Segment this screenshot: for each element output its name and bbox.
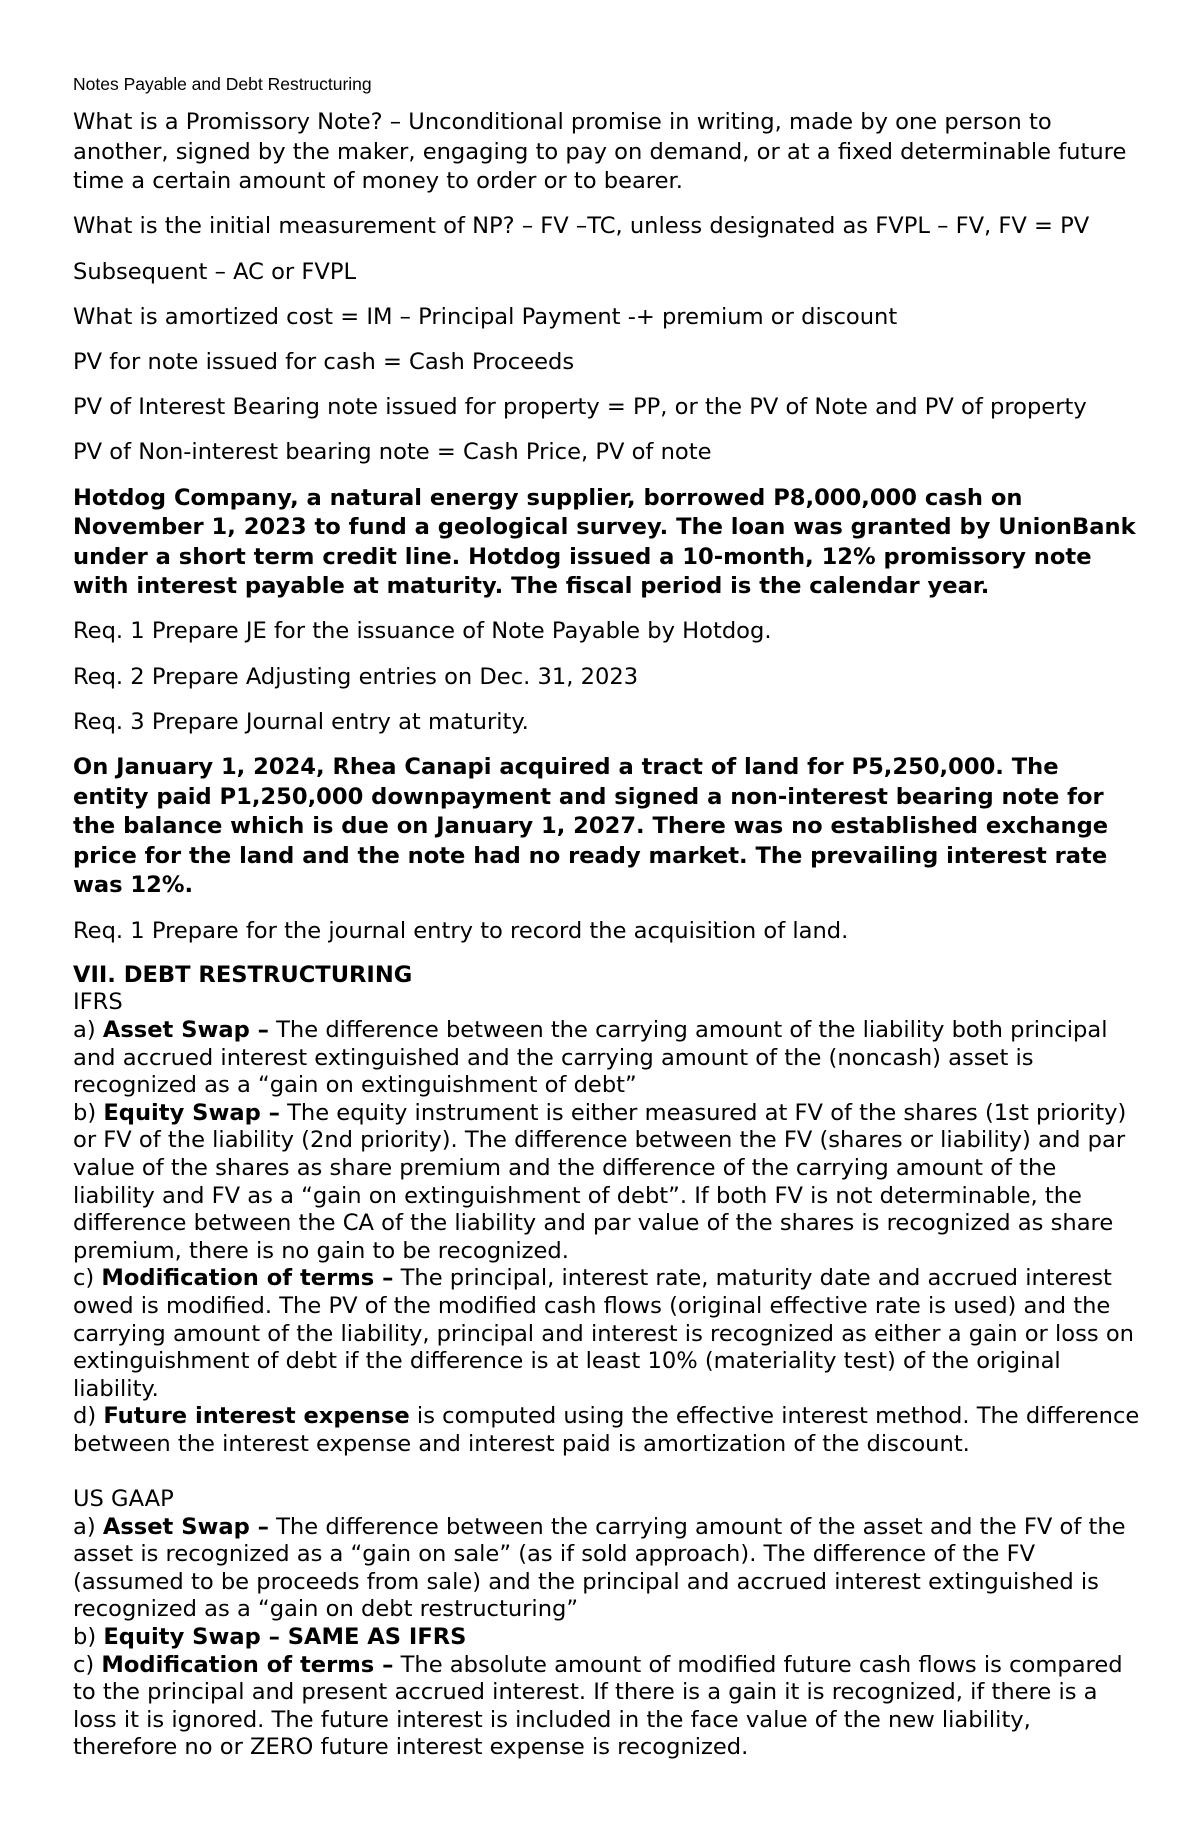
promissory-note-definition: What is a Promissory Note? – Unconditional promise in writing, made by one person to another, signed by the maker, engaging to pay on demand, or at a fixed determinable future time a certain amount of money to order or to bearer. — [73, 109, 1127, 195]
item-prefix: c) — [73, 1651, 102, 1678]
item-term: Asset Swap – — [102, 1513, 269, 1540]
ifrs-label: IFRS — [73, 989, 123, 1016]
hotdog-requirement-2: Req. 2 Prepare Adjusting entries on Dec. 31, 2023 — [73, 663, 639, 690]
hotdog-problem-statement: Hotdog Company, a natural energy supplier, borrowed P8,000,000 cash on November 1, 2023 to fund a geological survey. The loan was granted by UnionBank under a short term credit line. Hotdog issued a 10-month, 12% promissory note with interest payable at maturity. The fiscal period is the calendar year. — [73, 484, 1136, 600]
item-text: The absolute amount of modified future cash flows is compared to the principal and present accrued interest. If there is a gain it is recognized, if there is a loss it is ignored. The future interest is included in the face value of the new liability, therefore no or ZERO future interest expense is recognized. — [73, 1651, 1123, 1761]
item-term: Modification of terms – — [101, 1265, 394, 1292]
item-prefix: a) — [73, 1016, 103, 1043]
hotdog-requirement-1: Req. 1 Prepare JE for the issuance of Note Payable by Hotdog. — [73, 618, 772, 645]
ifrs-asset-swap — [73, 1017, 1140, 1100]
pv-non-interest-bearing-text: PV of Non-interest bearing note = Cash Price, PV of note — [73, 439, 712, 466]
amortized-cost-text: What is amortized cost = IM – Principal Payment -+ premium or discount — [73, 303, 898, 330]
document-header: Notes Payable and Debt Restructuring — [73, 74, 372, 94]
item-term: Future interest expense — [103, 1403, 410, 1430]
usgaap-label: US GAAP — [73, 1486, 174, 1513]
item-prefix: a) — [73, 1513, 103, 1540]
item-term: Equity Swap – — [103, 1099, 280, 1126]
item-prefix: c) — [73, 1265, 102, 1292]
item-term: Asset Swap – — [102, 1016, 269, 1043]
pv-cash-note-text: PV for note issued for cash = Cash Proceeds — [73, 348, 575, 375]
item-prefix: b) — [73, 1624, 104, 1651]
hotdog-requirement-3: Req. 3 Prepare Journal entry at maturity. — [73, 708, 529, 735]
item-prefix: b) — [73, 1099, 104, 1126]
ifrs-future-interest-expense — [73, 1403, 1140, 1458]
usgaap-asset-swap — [73, 1514, 1140, 1624]
canapi-problem-statement: On January 1, 2024, Rhea Canapi acquired a tract of land for P5,250,000. The entity paid P1,250,000 downpayment and signed a non-interest bearing note for the balance which is due on January 1, 2027. There was no established exchange price for the land and the note had no ready market. The prevailing interest rate was 12%. — [73, 754, 1109, 899]
debt-restructuring-section — [73, 962, 1140, 1762]
item-text: is computed using the effective interest method. The difference between the interest expense and interest paid is amortization of the discount. — [73, 1403, 1140, 1457]
pv-interest-bearing-text: PV of Interest Bearing note issued for property = PP, or the PV of Note and PV of property — [73, 394, 1087, 421]
item-text: The difference between the carrying amount of the asset and the FV of the asset is recognized as a “gain on sale” (as if sold approach). The difference of the FV (assumed to be proceeds from sale) and the principal and accrued interest extinguished is recognized as a “gain on debt restructuring” — [73, 1513, 1126, 1623]
usgaap-equity-swap — [73, 1624, 1140, 1652]
initial-measurement-text: What is the initial measurement of NP? – FV –TC, unless designated as FVPL – FV, FV = PV — [73, 213, 1090, 240]
section-spacer — [73, 1458, 1140, 1486]
item-term: Modification of terms – — [101, 1651, 394, 1678]
ifrs-modification-of-terms — [73, 1265, 1140, 1403]
item-text: The principal, interest rate, maturity date and accrued interest owed is modified. The PV of the modified cash flows (original effective rate is used) and the carrying amount of the liability, principal and interest is recognized as either a gain or loss on extinguishment of debt if the difference is at least 10% (materiality test) of the original liability. — [73, 1265, 1134, 1402]
section-title: VII. DEBT RESTRUCTURING — [73, 961, 413, 988]
usgaap-modification-of-terms — [73, 1652, 1140, 1762]
item-text: The difference between the carrying amount of the liability both principal and accrued interest extinguished and the carrying amount of the (noncash) asset is recognized as a “gain on extinguishment of debt” — [73, 1016, 1108, 1099]
ifrs-equity-swap — [73, 1100, 1140, 1266]
item-prefix: d) — [73, 1403, 104, 1430]
canapi-requirement-1: Req. 1 Prepare for the journal entry to record the acquisition of land. — [73, 917, 849, 944]
item-text: The equity instrument is either measured at FV of the shares (1st priority) or FV of the liability (2nd priority). The difference between the FV (shares or liability) and par value of the shares as share premium and the difference of the carrying amount of the liability and FV as a “gain on extinguishment of debt”. If both FV is not determinable, the difference between the CA of the liability and par value of the shares is recognized as share premium, there is no gain to be recognized. — [73, 1099, 1127, 1264]
subsequent-measurement-text: Subsequent – AC or FVPL — [73, 258, 357, 285]
item-term: Equity Swap – SAME AS IFRS — [103, 1624, 467, 1651]
